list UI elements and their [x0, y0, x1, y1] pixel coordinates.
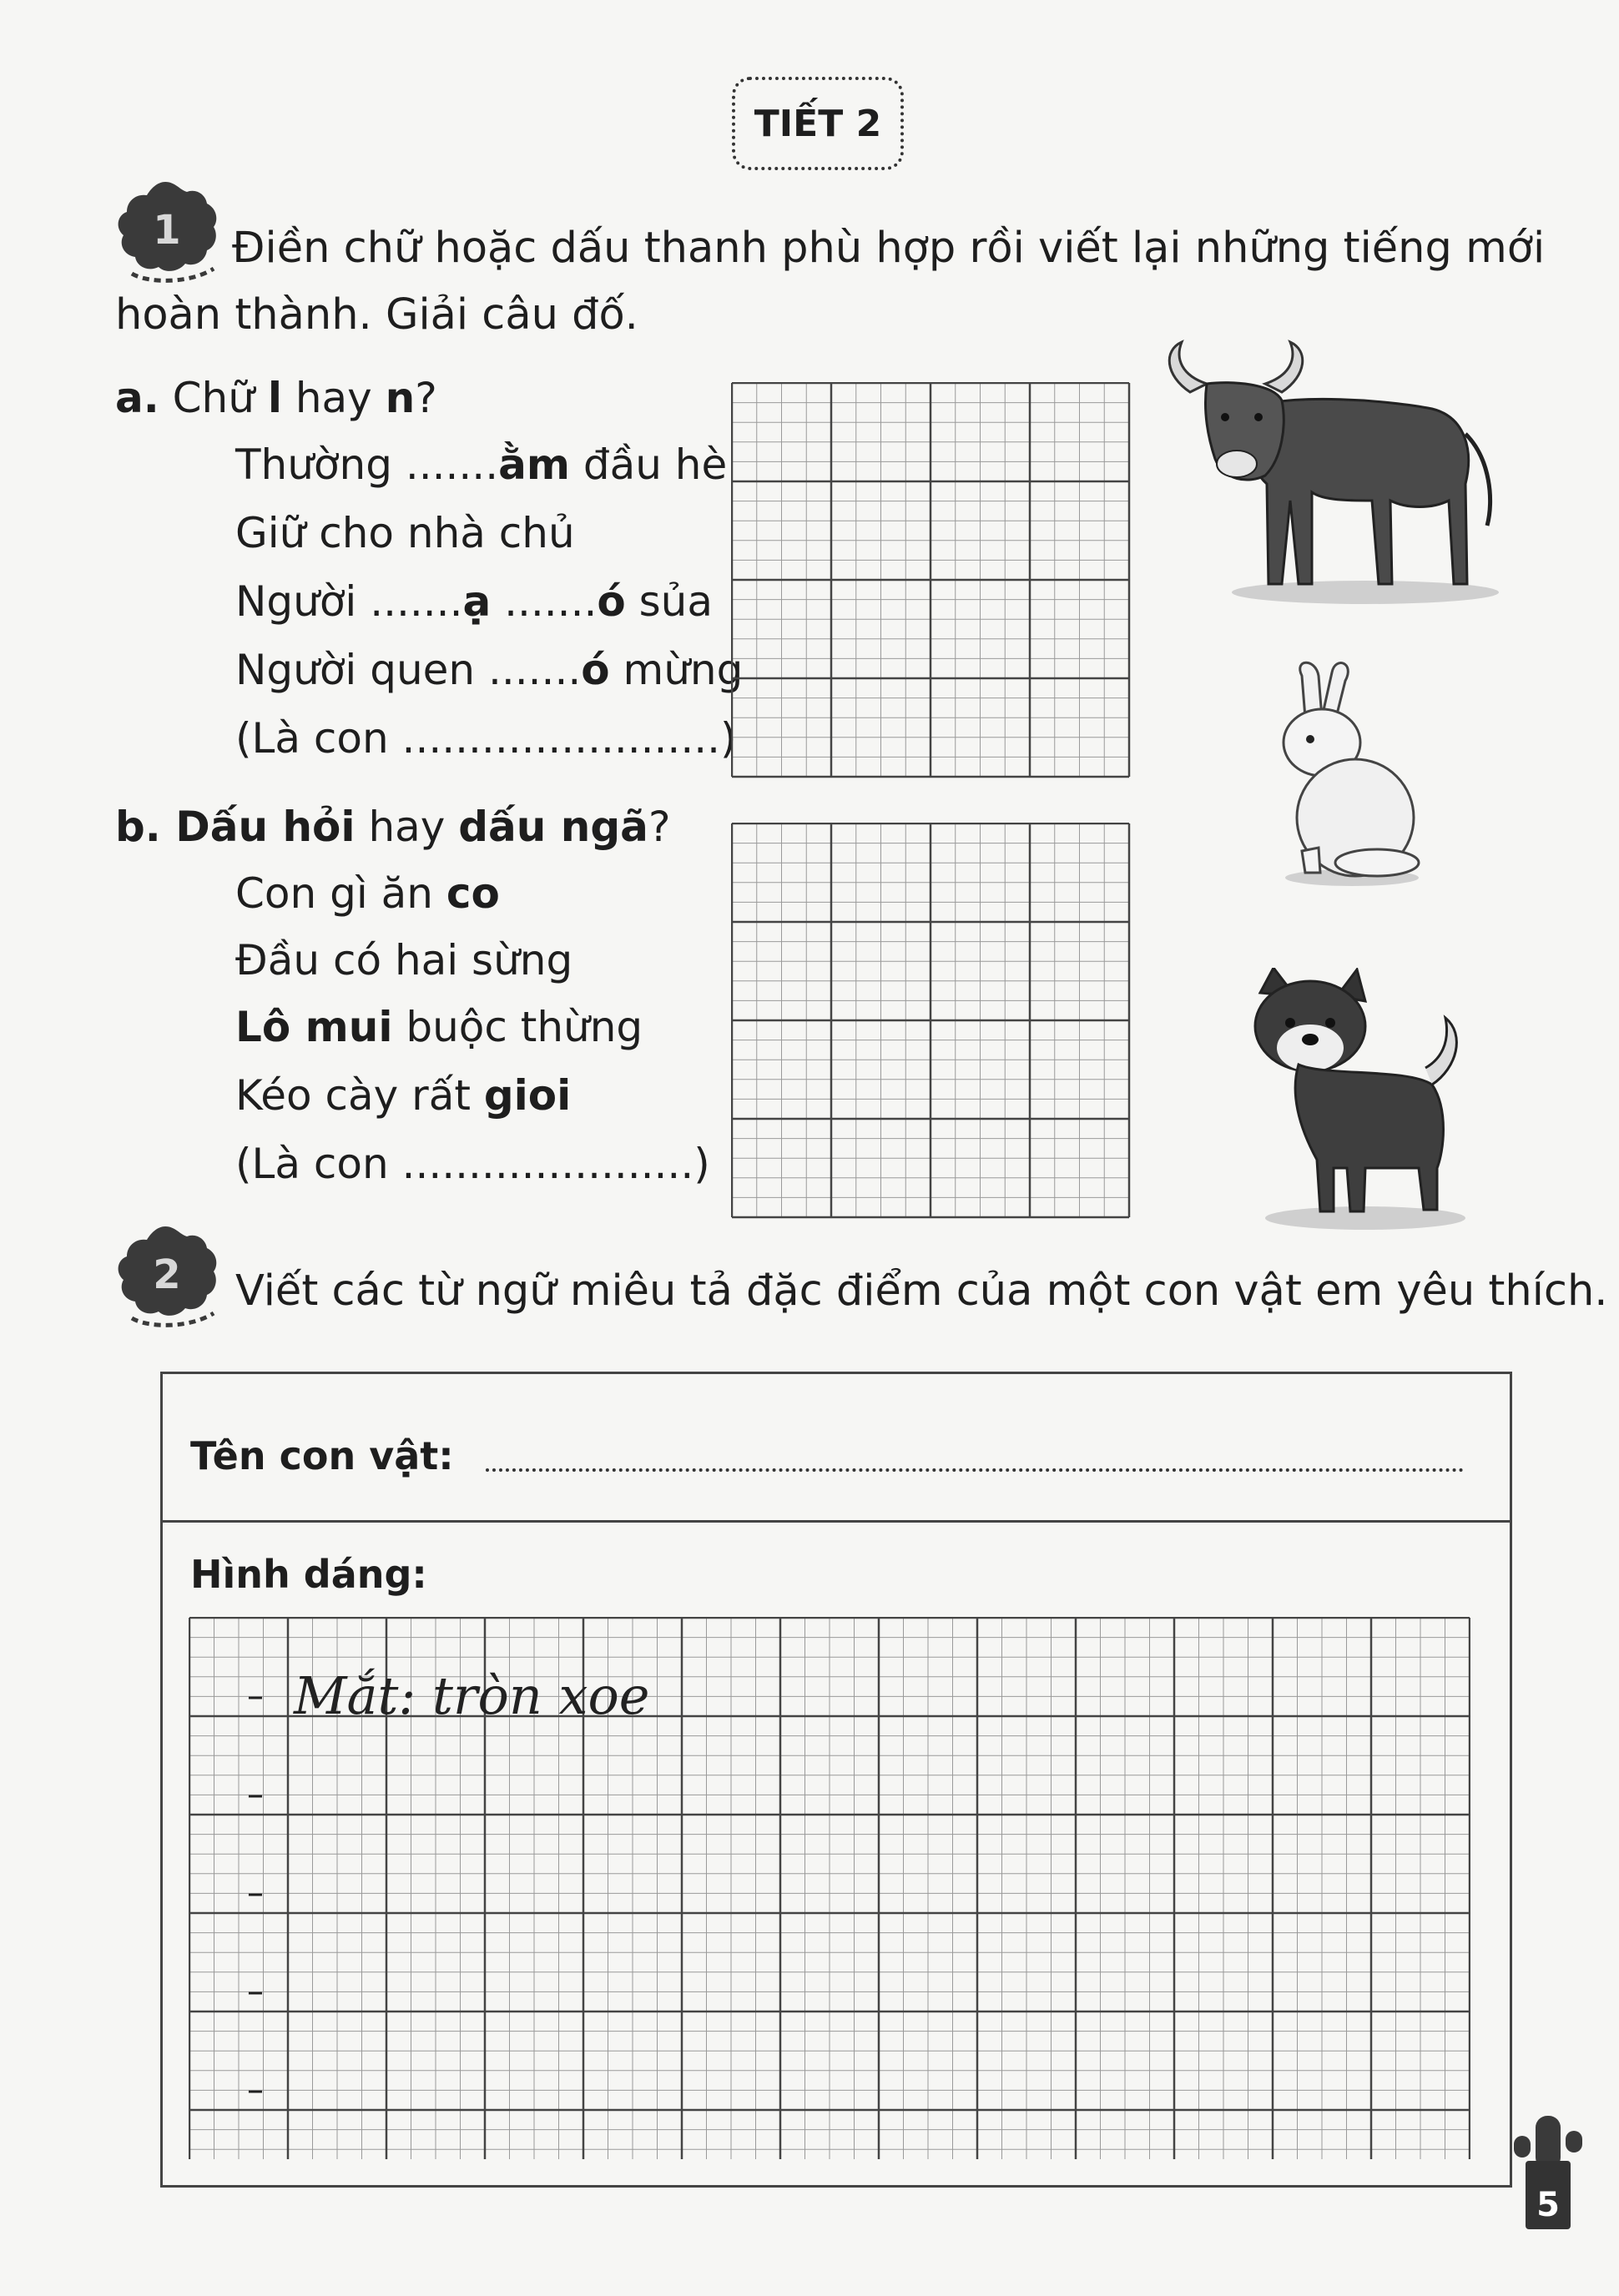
list-dash: – — [247, 2071, 264, 2109]
dog-illustration — [1240, 968, 1474, 1235]
list-dash: – — [247, 1972, 264, 2011]
writing-grid-b[interactable] — [731, 823, 1132, 1220]
exercise-2-badge-icon — [107, 1220, 224, 1337]
part-b-label: b. — [115, 803, 161, 851]
part-b-prompt: b. Dấu hỏi hay dấu ngã? — [115, 803, 671, 851]
riddle-b-line-4: Kéo cày rất gioi — [235, 1071, 572, 1120]
exercise-1-number: 1 — [153, 207, 181, 254]
riddle-a-line-2: Giữ cho nhà chủ — [235, 509, 575, 557]
riddle-b-line-3: Lô mui buộc thừng — [235, 1003, 643, 1051]
riddle-a-line-1: Thường .......ằm đầu hè — [235, 441, 728, 489]
animal-name-input[interactable] — [486, 1468, 1464, 1472]
exercise-1-instruction-line2: hoàn thành. Giải câu đố. — [115, 290, 638, 340]
riddle-b-line-2: Đầu có hai sừng — [235, 936, 573, 984]
riddle-a-line-4: Người quen .......ó mừng — [235, 646, 744, 694]
shape-label: Hình dáng: — [190, 1552, 427, 1597]
exercise-2-instruction: Viết các từ ngữ miêu tả đặc điểm của một con vật em yêu thích. — [235, 1266, 1608, 1316]
part-a-prompt: a. Chữ l hay n? — [115, 374, 437, 422]
list-dash: – — [247, 1874, 264, 1912]
page-number: 5 — [1526, 2161, 1571, 2229]
riddle-b-line-1: Con gì ăn co — [235, 869, 500, 918]
lesson-title: TIẾT 2 — [732, 77, 904, 170]
part-a-label: a. — [115, 374, 159, 422]
exercise-1-instruction-line1: Điền chữ hoặc dấu thanh phù hợp rồi viết lại những tiếng mới — [232, 224, 1546, 273]
riddle-a-line-3: Người .......ạ .......ó sủa — [235, 577, 714, 626]
riddle-b-answer: (Là con ......................) — [235, 1140, 710, 1188]
list-dash: – — [247, 1775, 264, 1814]
rabbit-illustration — [1252, 659, 1427, 893]
handwritten-answer: Mắt: tròn xoe — [294, 1665, 650, 1726]
animal-name-label: Tên con vật: — [190, 1433, 454, 1478]
riddle-a-answer: (Là con ........................) — [235, 714, 737, 763]
writing-grid-a[interactable] — [731, 382, 1132, 779]
box-divider — [160, 1520, 1512, 1523]
buffalo-illustration — [1157, 334, 1507, 609]
list-dash: – — [247, 1677, 264, 1715]
exercise-1-badge-icon — [107, 175, 224, 292]
exercise-2-number: 2 — [153, 1251, 181, 1298]
